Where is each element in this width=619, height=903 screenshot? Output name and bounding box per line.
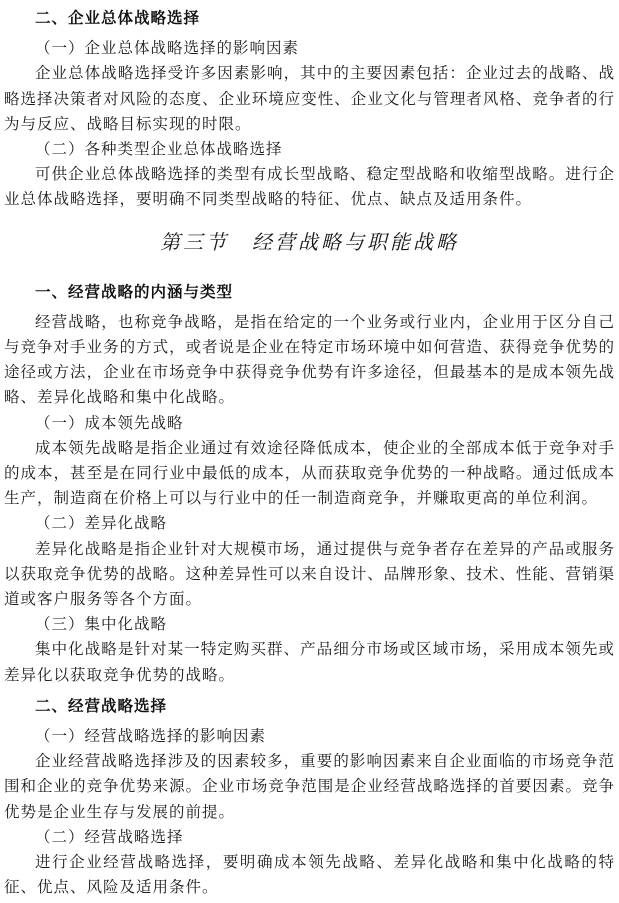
chapter-section-title: 第三节 经营战略与职能战略 [160,231,459,254]
subheading-focus-strategy: （三）集中化战略 [35,616,168,634]
body-paragraph: 企业经营战略选择涉及的因素较多，重要的影响因素来自企业面临的市场竞争范围和企业的竞争优势来源。企业市场竞争范围是企业经营战略选择的首要因素。竞争优势是企业生存与发展的前提。 [4,753,615,821]
subheading-business-strategy-influence-factors: （一）经营战略选择的影响因素 [35,728,267,746]
subheading-business-strategy-selection: （二）经营战略选择 [35,828,184,846]
heading-business-strategy-connotation-types: 一、经营战略的内涵与类型 [35,283,234,301]
subheading-differentiation-strategy: （二）差异化战略 [35,515,168,533]
subheading-cost-leadership-strategy: （一）成本领先战略 [35,414,184,432]
body-paragraph: 可供企业总体战略选择的类型有成长型战略、稳定型战略和收缩型战略。进行企业总体战略选择，要明确不同类型战略的特征、优点、缺点及适用条件。 [4,166,615,209]
body-paragraph: 成本领先战略是指企业通过有效途径降低成本，使企业的全部成本低于竞争对手的成本，甚至是在同行业中最低的成本，从而获取竞争优势的一种战略。通过低成本生产，制造商在价格上可以与行业中的任一制造商竞争，并赚取更高的单位利润。 [4,439,615,508]
body-paragraph: 经营战略，也称竞争战略，是指在给定的一个业务或行业内，企业用于区分自己与竞争对手业务的方式，或者说是企业在特定市场环境中如何营造、获得竞争优势的途径或方法，企业在市场竞争中获得竞争优势有许多途径，但最基本的是成本领先战略、差异化战略和集中化战略。 [4,313,615,407]
body-paragraph: 企业总体战略选择受许多因素影响，其中的主要因素包括：企业过去的战略、战略选择决策者对风险的态度、企业环境应变性、企业文化与管理者风格、竞争者的行为与反应、战略目标实现的时限。 [4,65,615,133]
subheading-types-of-overall-strategy: （二）各种类型企业总体战略选择 [35,141,283,159]
body-paragraph: 进行企业经营战略选择，要明确成本领先战略、差异化战略和集中化战略的特征、优点、风险及适用条件。 [4,854,615,897]
heading-corporate-overall-strategy-choice: 二、企业总体战略选择 [35,10,201,27]
body-paragraph: 集中化战略是针对某一特定购买群、产品细分市场或区域市场，采用成本领先或差异化以获取竞争优势的战略。 [4,641,615,684]
body-paragraph: 差异化战略是指企业针对大规模市场，通过提供与竞争者存在差异的产品或服务以获取竞争优势的战略。这种差异性可以来自设计、品牌形象、技术、性能、营销渠道或客户服务等各个方面。 [4,540,615,609]
heading-business-strategy-choice: 二、经营战略选择 [35,697,168,715]
subheading-influence-factors: （一）企业总体战略选择的影响因素 [35,40,300,58]
